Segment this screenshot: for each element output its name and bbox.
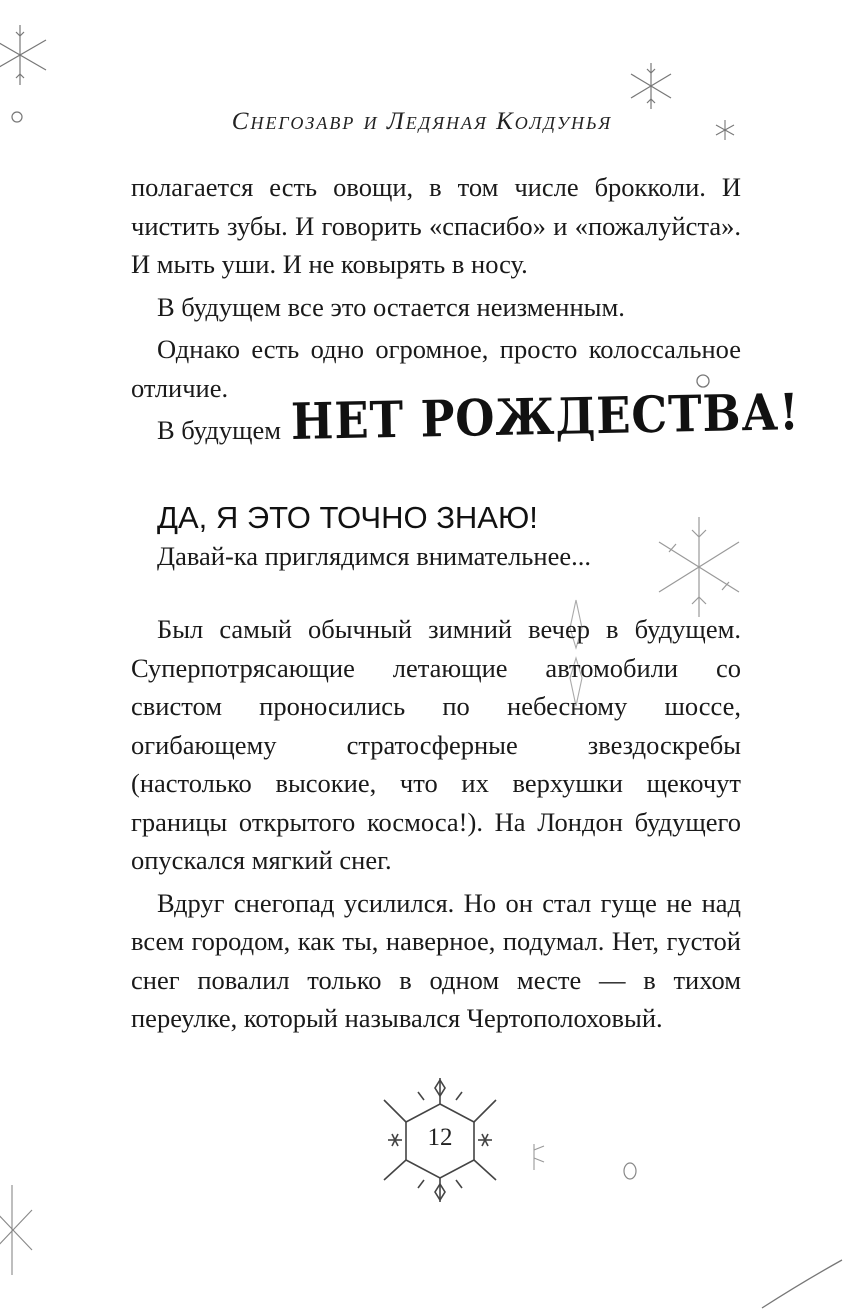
paragraph: полагается есть овощи, в том числе брокколи. И чистить зубы. И говорить «спасибо» и «пожалуйста». И мыть уши. И не ковырять в носу. <box>131 172 741 279</box>
snowflake-icon <box>0 20 50 90</box>
snowflake-icon <box>620 1160 640 1182</box>
text-block-top <box>131 168 741 407</box>
running-header: Снегозавр и Ледяная Колдунья <box>231 108 613 135</box>
snowflake-icon <box>526 1140 550 1174</box>
headline <box>157 382 801 452</box>
paragraph: Был самый обычный зимний вечер в будущем. Суперпотрясающие летающие автомобили со свистом проносились по небесному шоссе, огибающему стратосферные звездоскребы (настолько высокие, что их верхушки щекочут границы открытого космоса!). На Лондон будущего опускался мягкий снег. <box>131 614 741 875</box>
snowflake-icon <box>0 1180 38 1280</box>
caps-heading: ДА, Я ЭТО ТОЧНО ЗНАЮ! <box>157 500 538 535</box>
paragraph: Вдруг снегопад усилился. Но он стал гуще не над всем городом, как ты, наверное, подумал. Нет, густой снег повалил только в одном месте — в тихом переулке, который назывался Чертополоховый. <box>131 887 741 1033</box>
text-block-bottom <box>131 610 741 1038</box>
subheading: Давай-ка приглядимся внимательнее... <box>157 541 591 571</box>
paragraph: В будущем все это остается неизменным. <box>157 291 625 322</box>
page-number-label: 12 <box>427 1124 453 1151</box>
page-number <box>407 1098 473 1178</box>
snowflake-icon <box>760 1250 844 1311</box>
snowflake-icon <box>654 512 744 622</box>
snowflake-icon <box>628 60 674 112</box>
headline-prefix: В будущем <box>157 415 282 445</box>
headline-big-text: НЕТ РОЖДЕСТВА! <box>290 382 801 451</box>
paragraph: Однако есть одно огромное, просто колоссальное отличие. <box>131 334 741 403</box>
